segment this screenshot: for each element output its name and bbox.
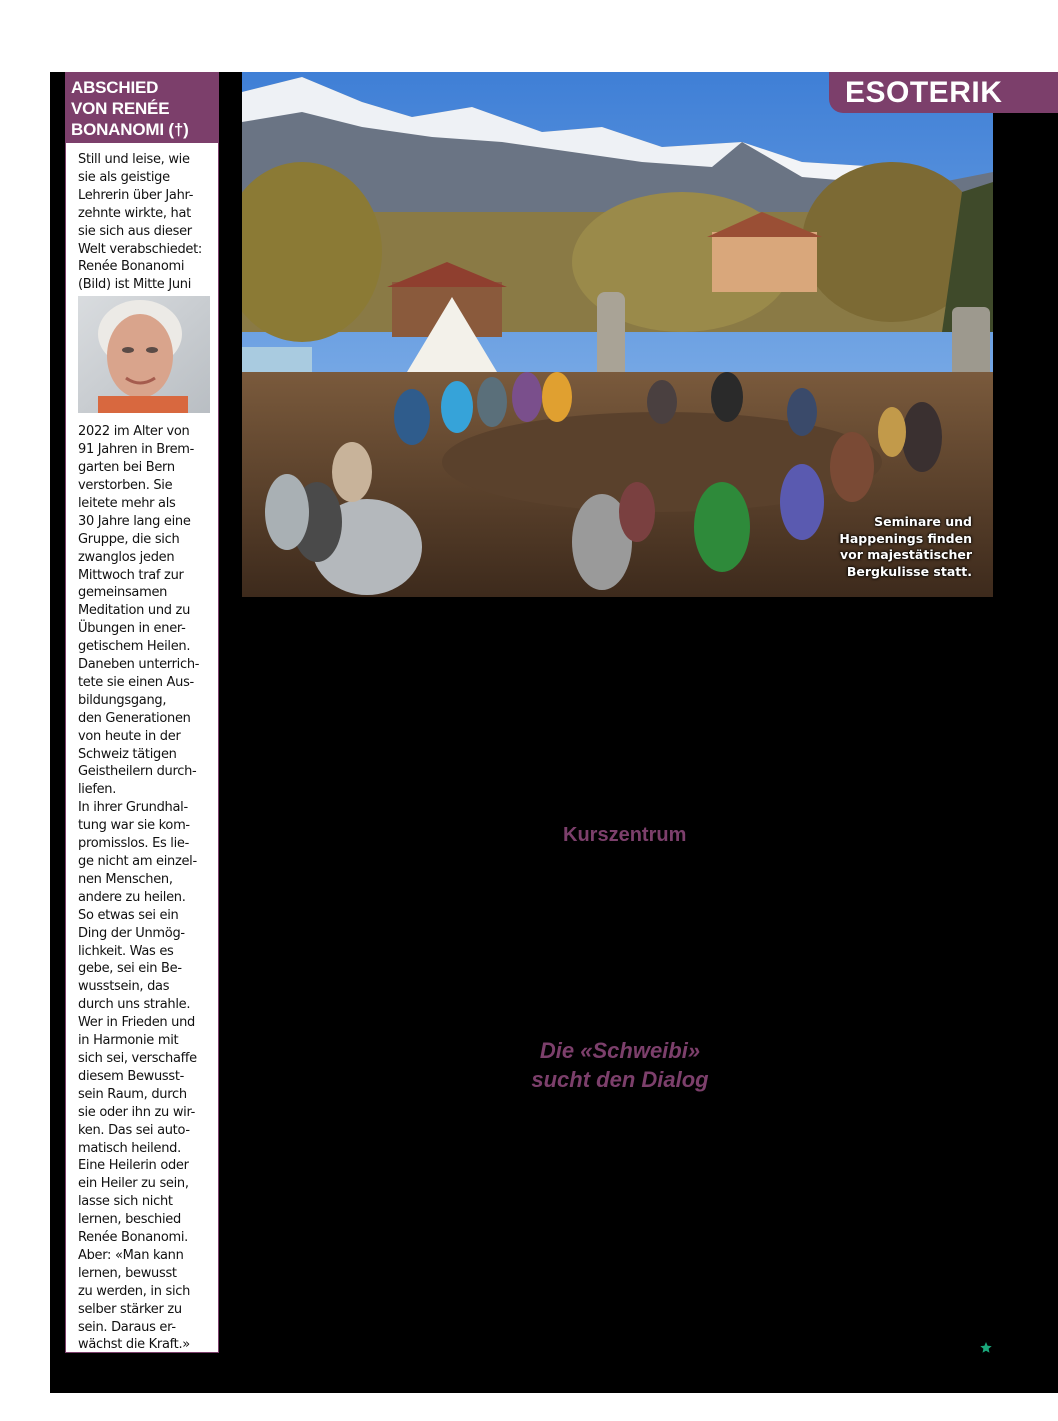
obituary-text-line: Ding der Unmög- [78,925,185,941]
obituary-text-line: 30 Jahre lang eine [78,513,191,529]
obituary-text-line: lichkeit. Was es [78,943,174,959]
obituary-text-line: selber stärker zu [78,1301,182,1317]
obituary-text-line: matisch heilend. [78,1140,181,1156]
obituary-text-line: wusstsein, das [78,979,170,995]
obituary-text-line: sein Raum, durch [78,1086,187,1102]
obituary-text-line: Geistheilern durch- [78,764,197,780]
obituary-text-line: lasse sich nicht [78,1194,173,1210]
obituary-text-bottom [66,423,218,1354]
obituary-text-line: den Generationen [78,710,191,726]
obituary-text-line: ein Heiler zu sein, [78,1176,189,1192]
section-tag: ESOTERIK [829,72,1058,113]
obituary-text-line: 91 Jahren in Brem- [78,442,195,458]
caption-line: Bergkulisse statt. [846,563,972,579]
obituary-text-line: Gruppe, die sich [78,531,180,547]
caption-line: Happenings finden [839,530,972,546]
obituary-text-line: leitete mehr als [78,495,176,511]
obituary-text-line: zwanglos jeden [78,549,175,565]
obituary-text-line: Eine Heilerin oder [78,1158,189,1174]
obituary-text-top [66,143,218,294]
end-mark-icon [980,1342,992,1354]
obituary-title-line: ABSCHIED [71,78,159,97]
obituary-text-line: verstorben. Sie [78,477,173,493]
obituary-text-line: Renée Bonanomi [78,259,185,275]
obituary-text-line: Wer in Frieden und [78,1015,195,1031]
obituary-text-line: promisslos. Es lie- [78,836,190,852]
obituary-text-line: So etwas sei ein [78,907,179,923]
obituary-text-line: lernen, beschied [78,1212,181,1228]
obituary-text-line: tung war sie kom- [78,818,190,834]
obituary-text-line: Still und leise, wie [78,152,190,167]
obituary-text-line: tete sie einen Aus- [78,674,194,690]
caption-line: vor majestätischer [840,547,972,562]
caption-line: Seminare und [874,514,972,529]
obituary-text-line: garten bei Bern [78,460,175,476]
obituary-text-line: Schweiz tätigen [78,746,177,762]
obituary-text-line: sich sei, verschaffe [78,1050,197,1066]
obituary-text-line: 2022 im Alter von [78,424,190,440]
obituary-text-line: wächst die Kraft.» [78,1337,190,1353]
subheading-dialog [520,1036,720,1094]
photo-caption [839,514,972,580]
obituary-text-line: Aber: «Man kann [78,1247,184,1263]
obituary-title-line: BONANOMI (†) [71,120,189,139]
obituary-text-line: lernen, bewusst [78,1265,177,1281]
obituary-title-line: VON RENÉE [71,99,170,118]
obituary-text-line: Mittwoch traf zur [78,567,184,583]
obituary-text-line: getischem Heilen. [78,639,191,655]
obituary-text-line: in Harmonie mit [78,1033,179,1049]
obituary-text-line: In ihrer Grundhal- [78,800,188,816]
obituary-text-line: sein. Daraus er- [78,1319,176,1335]
obituary-text-line: sie sich aus dieser [78,223,192,239]
obituary-text-line: zehnte wirkte, hat [78,205,191,221]
obituary-text-line: andere zu heilen. [78,889,186,905]
obituary-text-line: Lehrerin über Jahr- [78,187,194,203]
obituary-text-line: gemeinsamen [78,585,168,601]
obituary-text-line: Meditation und zu [78,603,191,619]
subheading-dialog-line: sucht den Dialog [531,1067,709,1092]
obituary-text-line: Daneben unterrich- [78,657,200,673]
obituary-text-line: Übungen in ener- [78,621,186,637]
obituary-text-line: ge nicht am einzel- [78,854,197,869]
subheading-dialog-line: Die «Schweibi» [539,1038,701,1063]
obituary-text-line: Renée Bonanomi. [78,1230,188,1246]
obituary-sidebar [65,72,219,1353]
obituary-text-line: sie als geistige [78,169,170,185]
obituary-text-line: diesem Bewusst- [78,1068,185,1084]
obituary-title [66,73,218,143]
obituary-text-line: bildungsgang, [78,692,167,708]
obituary-text-line: (Bild) ist Mitte Juni [78,277,192,293]
obituary-text-line: sie oder ihn zu wir- [78,1104,196,1120]
portrait-photo [78,296,210,413]
obituary-text-line: nen Menschen, [78,871,173,887]
obituary-text-line: zu werden, in sich [78,1283,191,1299]
obituary-text-line: gebe, sei ein Be- [78,961,182,977]
obituary-text-line: durch uns strahle. [78,997,191,1013]
obituary-text-line: liefen. [78,782,117,798]
obituary-text-line: von heute in der [78,728,181,744]
obituary-text-line: Welt verabschiedet: [78,241,202,257]
subheading-kurszentrum: Kurszentrum [563,824,687,846]
obituary-text-line: ken. Das sei auto- [78,1122,190,1138]
